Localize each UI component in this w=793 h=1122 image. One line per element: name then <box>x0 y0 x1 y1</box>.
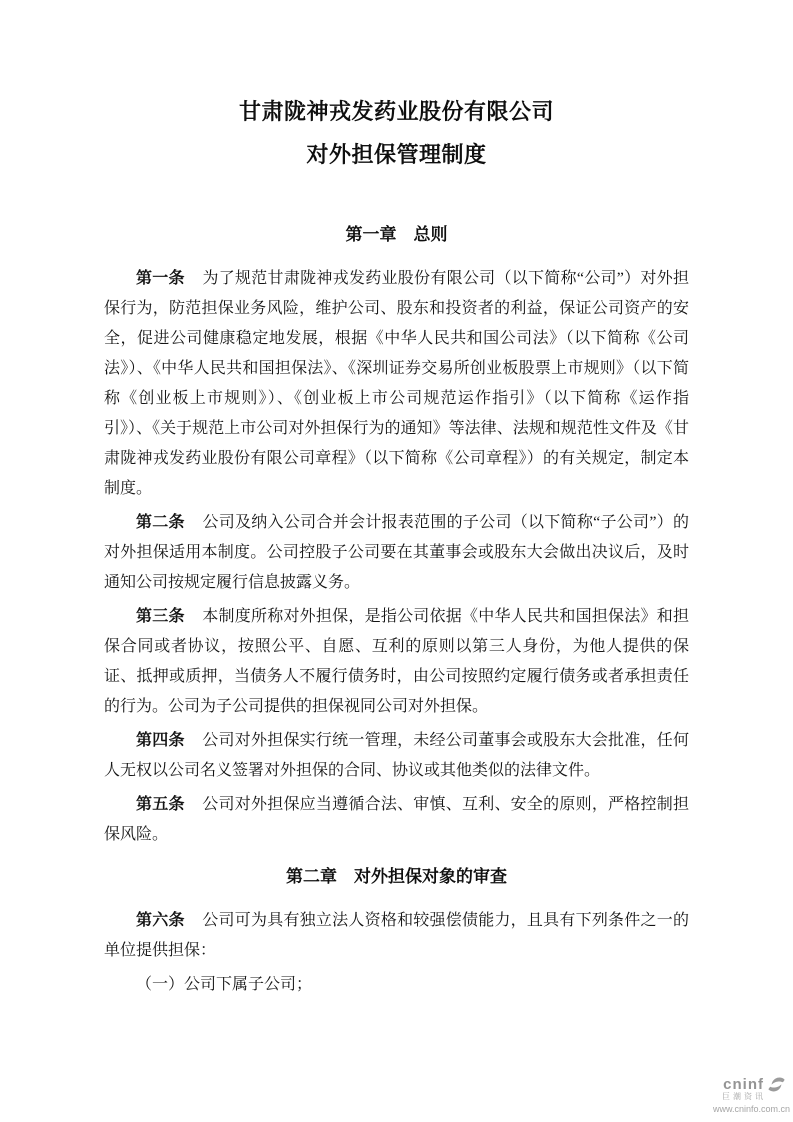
article-2-label: 第二条 <box>136 514 185 531</box>
article-5-text: 公司对外担保应当遵循合法、审慎、互利、安全的原则，严格控制担保风险。 <box>104 796 689 843</box>
cninfo-logo-text: cninf <box>723 1076 764 1094</box>
article-6-text: 公司可为具有独立法人资格和较强偿债能力，且具有下列条件之一的单位提供担保： <box>104 912 689 959</box>
article-4-text: 公司对外担保实行统一管理，未经公司董事会或股东大会批准，任何人无权以公司名义签署对外担保的合同、协议或其他类似的法律文件。 <box>104 732 689 779</box>
chapter-2-heading: 第二章 对外担保对象的审查 <box>286 867 507 886</box>
chapter-1-heading: 第一章 总则 <box>345 225 448 244</box>
cninfo-url: www.cninfo.com.cn <box>712 1103 790 1114</box>
article-4-paragraph <box>104 726 689 786</box>
article-3-paragraph <box>104 602 689 722</box>
article-1-text: 为了规范甘肃陇神戎发药业股份有限公司（以下简称“公司”）对外担保行为，防范担保业务风险，维护公司、股东和投资者的利益，保证公司资产的安全，促进公司健康稳定地发展，根据《中华人民共和国公司法》（以下简称《公司法》）、《中华人民共和国担保法》、《深圳证券交易所创业板股票上市规则》（以下简称《创业板上市规则》）、《创业板上市公司规范运作指引》（以下简称《运作指引》）、《关于规范上市公司对外担保行为的通知》等法律、法规和规范性文件及《甘肃陇神戎发药业股份有限公司章程》（以下简称《公司章程》）的有关规定，制定本制度。 <box>104 270 689 497</box>
article-5-label: 第五条 <box>136 796 185 813</box>
document-title-line1: 甘肃陇神戎发药业股份有限公司 <box>238 99 554 124</box>
article-5-paragraph <box>104 790 689 850</box>
list-item-1: （一）公司下属子公司； <box>136 976 313 993</box>
document-title-line2: 对外担保管理制度 <box>306 142 487 167</box>
article-6-paragraph <box>104 906 689 966</box>
article-4-label: 第四条 <box>136 732 185 749</box>
article-3-label: 第三条 <box>136 608 185 625</box>
cninfo-brand-cn: 巨潮资讯 <box>722 1092 766 1102</box>
cninfo-swirl-icon <box>766 1076 787 1093</box>
article-1-paragraph <box>104 264 689 504</box>
article-3-text: 本制度所称对外担保，是指公司依据《中华人民共和国担保法》和担保合同或者协议，按照公平、自愿、互利的原则以第三人身份，为他人提供的保证、抵押或质押，当债务人不履行债务时，由公司按照约定履行债务或者承担责任的行为。公司为子公司提供的担保视同公司对外担保。 <box>104 608 689 715</box>
cninfo-logo-row <box>713 1076 790 1093</box>
article-2-paragraph <box>104 508 689 598</box>
cninfo-watermark <box>713 1076 790 1114</box>
article-6-label: 第六条 <box>136 912 185 929</box>
article-1-label: 第一条 <box>136 270 185 287</box>
document-body <box>104 0 689 1004</box>
article-2-text: 公司及纳入公司合并会计报表范围的子公司（以下简称“子公司”）的对外担保适用本制度。公司控股子公司要在其董事会或股东大会做出决议后，及时通知公司按规定履行信息披露义务。 <box>104 514 689 591</box>
